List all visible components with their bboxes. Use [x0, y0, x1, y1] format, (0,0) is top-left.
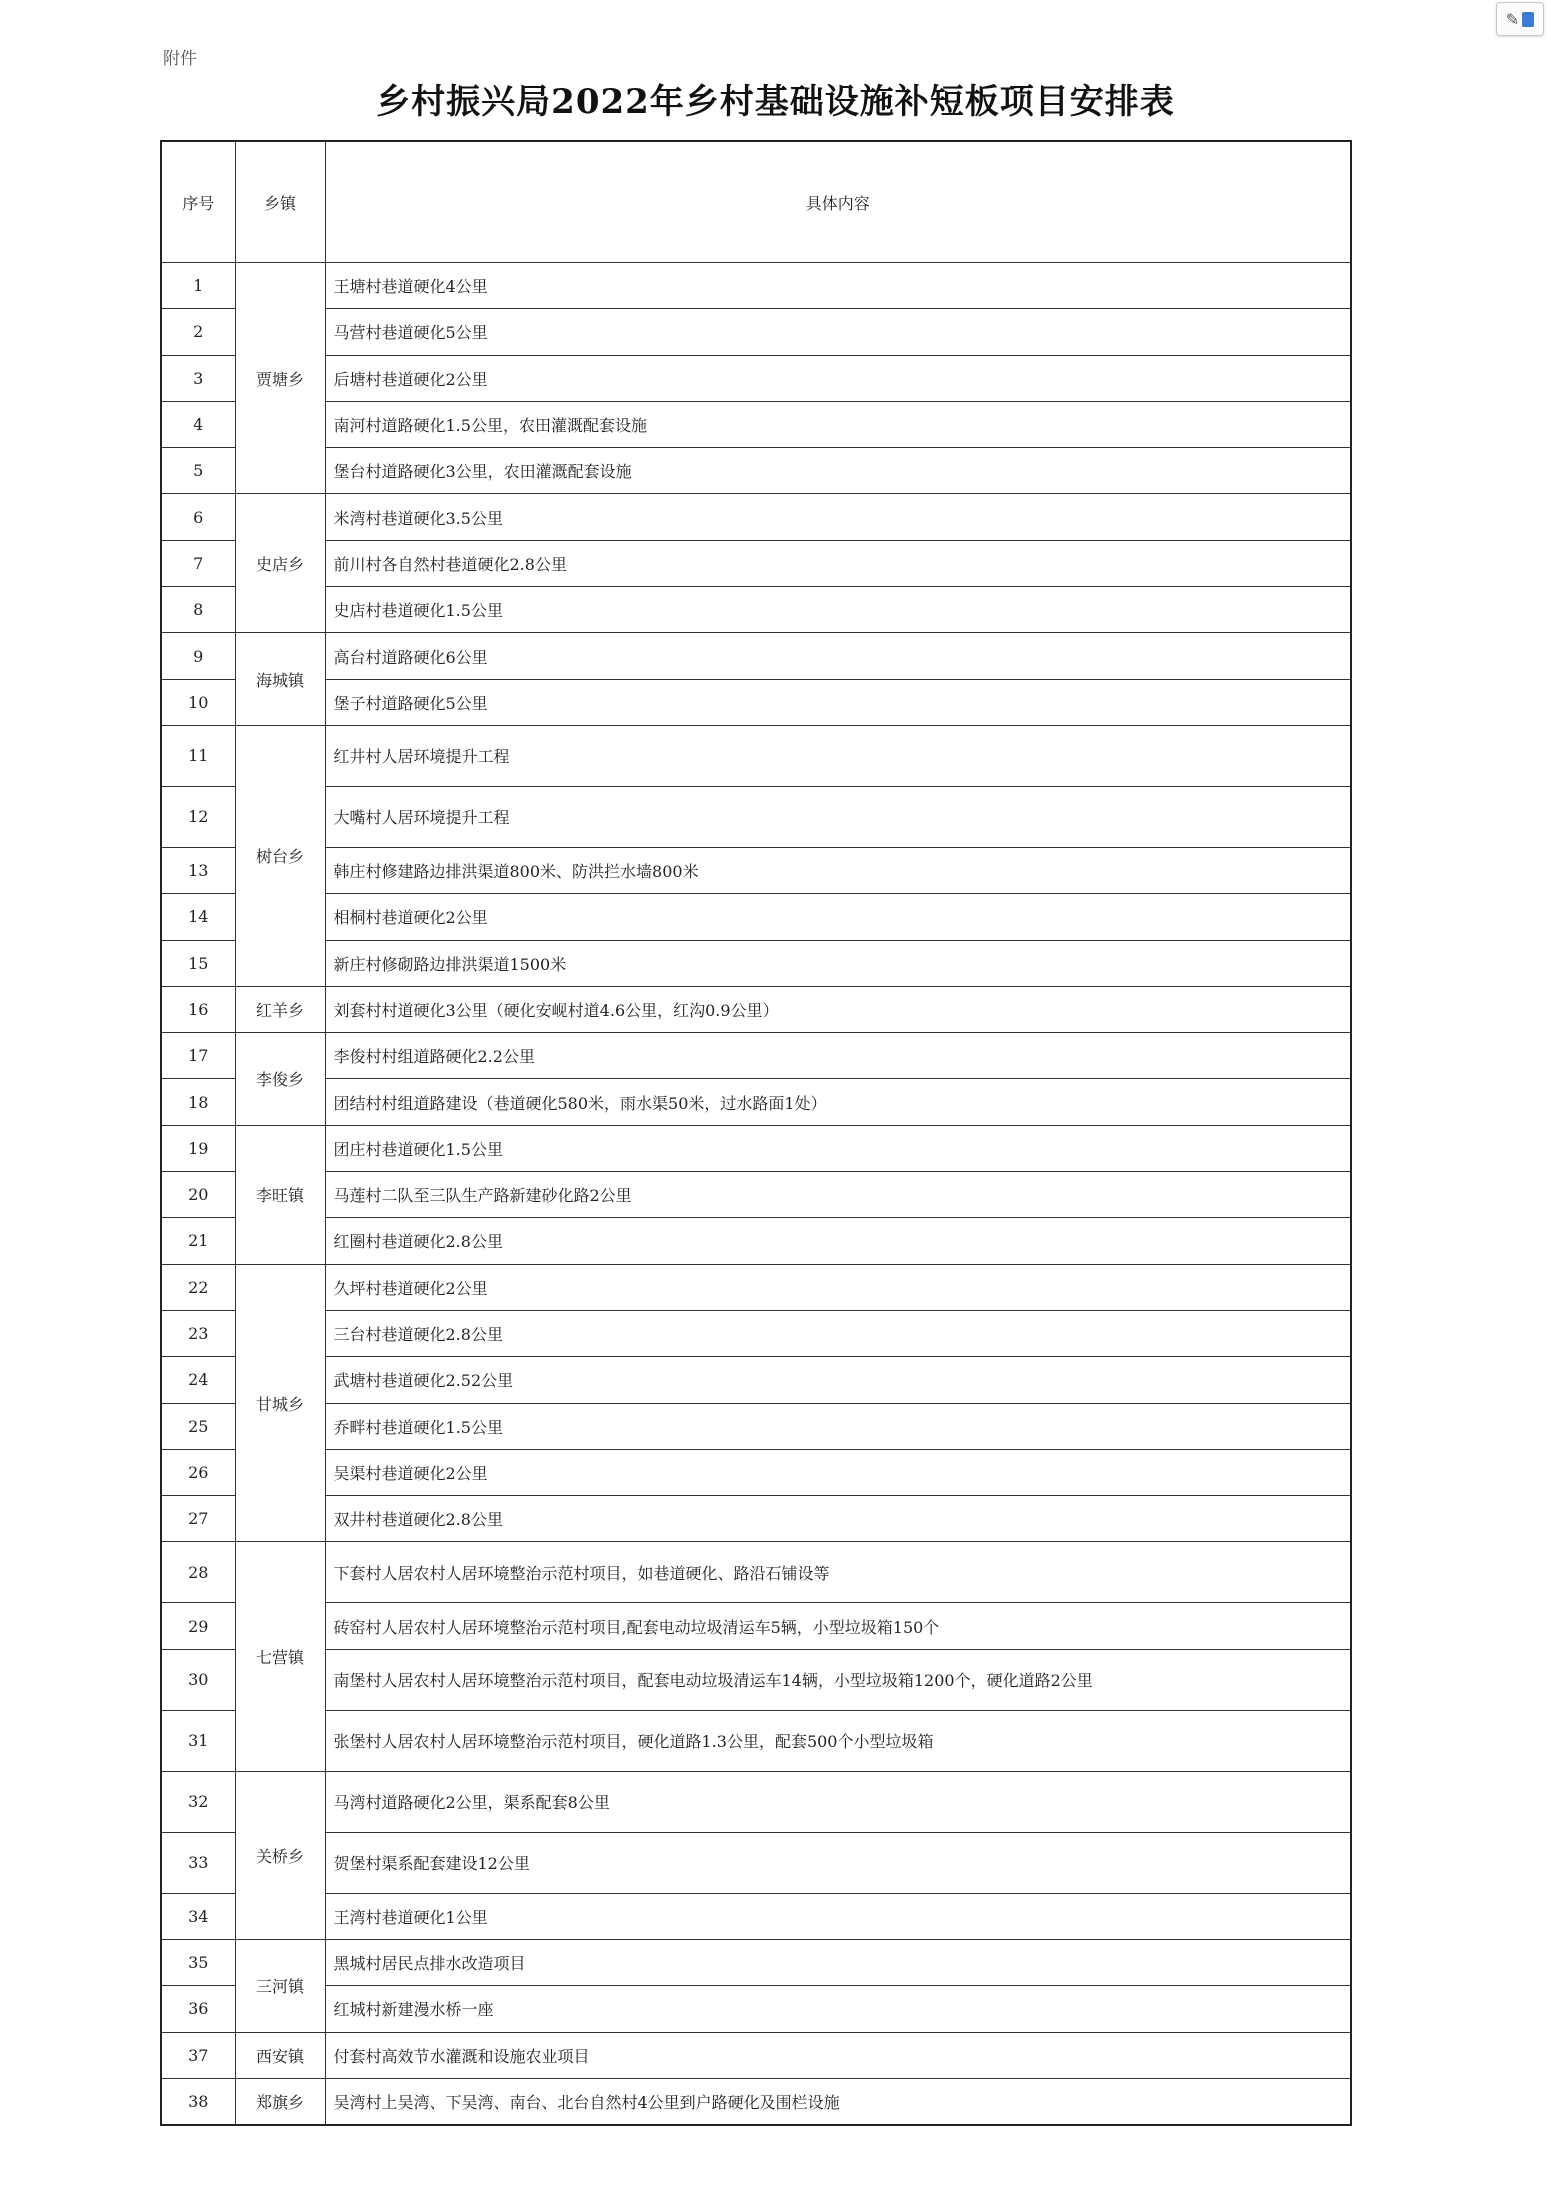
table-row — [161, 894, 1351, 940]
row-seq-cell: 25 — [161, 1403, 235, 1449]
table-row — [161, 355, 1351, 401]
row-content-cell: 大嘴村人居环境提升工程 — [325, 786, 1351, 847]
table-row — [161, 1603, 1351, 1649]
table-row — [161, 1771, 1351, 1832]
table-row — [161, 1940, 1351, 1986]
town-cell: 七营镇 — [235, 1542, 325, 1771]
row-content-cell: 红城村新建漫水桥一座 — [325, 1986, 1351, 2032]
row-content-cell: 张堡村人居农村人居环境整治示范村项目，硬化道路1.3公里，配套500个小型垃圾箱 — [325, 1710, 1351, 1771]
table-row — [161, 1832, 1351, 1893]
row-content-cell: 高台村道路硬化6公里 — [325, 633, 1351, 679]
row-content-cell: 砖窑村人居农村人居环境整治示范村项目,配套电动垃圾清运车5辆，小型垃圾箱150个 — [325, 1603, 1351, 1649]
row-seq-cell: 34 — [161, 1893, 235, 1939]
table-row — [161, 1710, 1351, 1771]
attachment-label: 附件 — [163, 49, 197, 69]
row-content-cell: 团结村村组道路建设（巷道硬化580米，雨水渠50米，过水路面1处） — [325, 1079, 1351, 1125]
row-content-cell: 红井村人居环境提升工程 — [325, 725, 1351, 786]
table-row — [161, 1310, 1351, 1356]
column-header-town: 乡镇 — [235, 141, 325, 263]
row-content-cell: 三台村巷道硬化2.8公里 — [325, 1310, 1351, 1356]
row-seq-cell: 31 — [161, 1710, 235, 1771]
table-row — [161, 679, 1351, 725]
row-content-cell: 贺堡村渠系配套建设12公里 — [325, 1832, 1351, 1893]
town-cell: 红羊乡 — [235, 986, 325, 1032]
row-seq-cell: 16 — [161, 986, 235, 1032]
row-content-cell: 新庄村修砌路边排洪渠道1500米 — [325, 940, 1351, 986]
table-row — [161, 1542, 1351, 1603]
table-row — [161, 1496, 1351, 1542]
table-row — [161, 725, 1351, 786]
row-content-cell: 刘套村村道硬化3公里（硬化安岘村道4.6公里，红沟0.9公里） — [325, 986, 1351, 1032]
row-seq-cell: 1 — [161, 263, 235, 309]
town-cell: 海城镇 — [235, 633, 325, 726]
row-seq-cell: 11 — [161, 725, 235, 786]
row-seq-cell: 26 — [161, 1449, 235, 1495]
row-content-cell: 王湾村巷道硬化1公里 — [325, 1893, 1351, 1939]
town-cell: 甘城乡 — [235, 1264, 325, 1542]
row-seq-cell: 28 — [161, 1542, 235, 1603]
row-seq-cell: 7 — [161, 540, 235, 586]
table-row — [161, 1033, 1351, 1079]
row-seq-cell: 4 — [161, 401, 235, 447]
table-row — [161, 940, 1351, 986]
table-row — [161, 847, 1351, 893]
table-row — [161, 540, 1351, 586]
row-seq-cell: 21 — [161, 1218, 235, 1264]
table-row — [161, 309, 1351, 355]
page-title: 乡村振兴局2022年乡村基础设施补短板项目安排表 — [376, 82, 1175, 122]
row-seq-cell: 35 — [161, 1940, 235, 1986]
town-cell: 史店乡 — [235, 494, 325, 633]
row-seq-cell: 20 — [161, 1172, 235, 1218]
row-content-cell: 马营村巷道硬化5公里 — [325, 309, 1351, 355]
row-seq-cell: 19 — [161, 1125, 235, 1171]
row-seq-cell: 22 — [161, 1264, 235, 1310]
row-seq-cell: 33 — [161, 1832, 235, 1893]
row-seq-cell: 10 — [161, 679, 235, 725]
table-row — [161, 1172, 1351, 1218]
row-seq-cell: 13 — [161, 847, 235, 893]
table-row — [161, 1986, 1351, 2032]
table-body — [161, 263, 1351, 2125]
row-content-cell: 前川村各自然村巷道硬化2.8公里 — [325, 540, 1351, 586]
row-seq-cell: 37 — [161, 2032, 235, 2078]
row-seq-cell: 6 — [161, 494, 235, 540]
project-table-container — [160, 140, 1350, 2126]
town-cell: 李旺镇 — [235, 1125, 325, 1264]
table-row — [161, 448, 1351, 494]
table-row — [161, 494, 1351, 540]
row-content-cell: 相桐村巷道硬化2公里 — [325, 894, 1351, 940]
table-row — [161, 986, 1351, 1032]
row-content-cell: 堡子村道路硬化5公里 — [325, 679, 1351, 725]
town-cell: 树台乡 — [235, 725, 325, 986]
table-row — [161, 2032, 1351, 2078]
row-content-cell: 武塘村巷道硬化2.52公里 — [325, 1357, 1351, 1403]
row-content-cell: 吴湾村上吴湾、下吴湾、南台、北台自然村4公里到户路硬化及围栏设施 — [325, 2078, 1351, 2124]
table-row — [161, 587, 1351, 633]
row-seq-cell: 36 — [161, 1986, 235, 2032]
row-seq-cell: 27 — [161, 1496, 235, 1542]
row-content-cell: 马莲村二队至三队生产路新建砂化路2公里 — [325, 1172, 1351, 1218]
row-seq-cell: 23 — [161, 1310, 235, 1356]
town-cell: 李俊乡 — [235, 1033, 325, 1126]
table-row — [161, 263, 1351, 309]
row-seq-cell: 30 — [161, 1649, 235, 1710]
row-seq-cell: 9 — [161, 633, 235, 679]
row-seq-cell: 32 — [161, 1771, 235, 1832]
row-seq-cell: 29 — [161, 1603, 235, 1649]
row-content-cell: 米湾村巷道硬化3.5公里 — [325, 494, 1351, 540]
town-cell: 贾塘乡 — [235, 263, 325, 494]
row-content-cell: 乔畔村巷道硬化1.5公里 — [325, 1403, 1351, 1449]
project-table — [160, 140, 1352, 2126]
row-content-cell: 付套村高效节水灌溉和设施农业项目 — [325, 2032, 1351, 2078]
column-header-content: 具体内容 — [325, 141, 1351, 263]
column-header-seq: 序号 — [161, 141, 235, 263]
row-seq-cell: 2 — [161, 309, 235, 355]
row-content-cell: 南河村道路硬化1.5公里，农田灌溉配套设施 — [325, 401, 1351, 447]
table-row — [161, 1449, 1351, 1495]
row-seq-cell: 38 — [161, 2078, 235, 2124]
row-content-cell: 后塘村巷道硬化2公里 — [325, 355, 1351, 401]
row-seq-cell: 18 — [161, 1079, 235, 1125]
table-row — [161, 633, 1351, 679]
document-icon — [1522, 12, 1534, 27]
row-content-cell: 黑城村居民点排水改造项目 — [325, 1940, 1351, 1986]
row-seq-cell: 24 — [161, 1357, 235, 1403]
row-content-cell: 韩庄村修建路边排洪渠道800米、防洪拦水墙800米 — [325, 847, 1351, 893]
table-header-row — [161, 141, 1351, 263]
table-row — [161, 1264, 1351, 1310]
table-row — [161, 1893, 1351, 1939]
row-content-cell: 南堡村人居农村人居环境整治示范村项目，配套电动垃圾清运车14辆，小型垃圾箱1200个，硬化道路2公里 — [325, 1649, 1351, 1710]
town-cell: 西安镇 — [235, 2032, 325, 2078]
table-row — [161, 1125, 1351, 1171]
table-row — [161, 1218, 1351, 1264]
row-content-cell: 李俊村村组道路硬化2.2公里 — [325, 1033, 1351, 1079]
row-content-cell: 团庄村巷道硬化1.5公里 — [325, 1125, 1351, 1171]
row-seq-cell: 8 — [161, 587, 235, 633]
edit-annotation-button[interactable] — [1496, 2, 1544, 36]
row-seq-cell: 14 — [161, 894, 235, 940]
table-row — [161, 786, 1351, 847]
pen-icon: ✎ — [1505, 9, 1520, 29]
row-content-cell: 双井村巷道硬化2.8公里 — [325, 1496, 1351, 1542]
table-row — [161, 401, 1351, 447]
table-row — [161, 1403, 1351, 1449]
row-content-cell: 红圈村巷道硬化2.8公里 — [325, 1218, 1351, 1264]
row-seq-cell: 3 — [161, 355, 235, 401]
town-cell: 关桥乡 — [235, 1771, 325, 1939]
row-content-cell: 马湾村道路硬化2公里，渠系配套8公里 — [325, 1771, 1351, 1832]
row-seq-cell: 5 — [161, 448, 235, 494]
table-row — [161, 1357, 1351, 1403]
table-row — [161, 1649, 1351, 1710]
town-cell: 三河镇 — [235, 1940, 325, 2033]
row-content-cell: 吴渠村巷道硬化2公里 — [325, 1449, 1351, 1495]
row-content-cell: 堡台村道路硬化3公里，农田灌溉配套设施 — [325, 448, 1351, 494]
row-seq-cell: 12 — [161, 786, 235, 847]
row-content-cell: 王塘村巷道硬化4公里 — [325, 263, 1351, 309]
row-content-cell: 下套村人居农村人居环境整治示范村项目，如巷道硬化、路沿石铺设等 — [325, 1542, 1351, 1603]
table-row — [161, 1079, 1351, 1125]
row-seq-cell: 15 — [161, 940, 235, 986]
row-content-cell: 史店村巷道硬化1.5公里 — [325, 587, 1351, 633]
row-seq-cell: 17 — [161, 1033, 235, 1079]
table-row — [161, 2078, 1351, 2124]
town-cell: 郑旗乡 — [235, 2078, 325, 2124]
row-content-cell: 久坪村巷道硬化2公里 — [325, 1264, 1351, 1310]
